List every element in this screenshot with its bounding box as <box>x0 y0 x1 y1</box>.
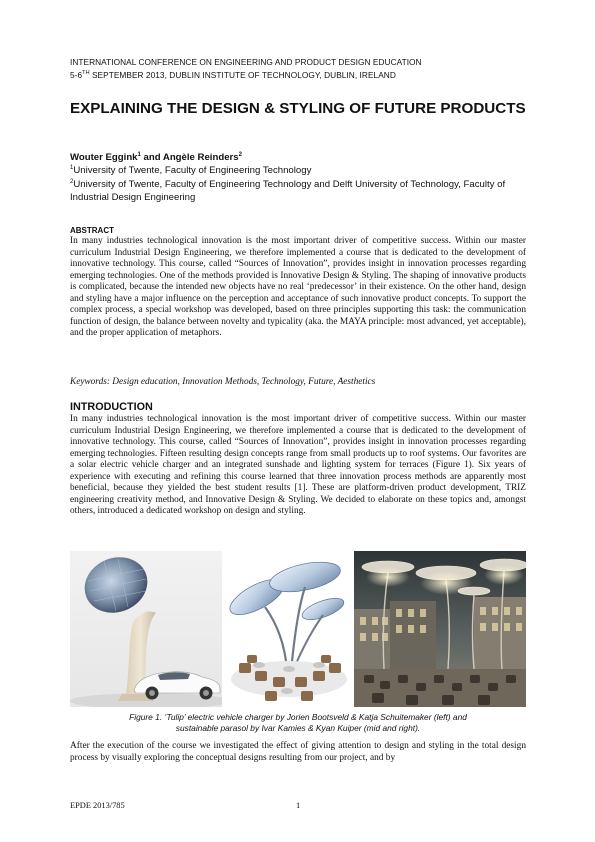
footer-page-number: 1 <box>296 801 301 810</box>
affiliation-2-text: University of Twente, Faculty of Engineering Technology and Delft University of Technology, Faculty of Industrial Design Engineering <box>70 179 506 204</box>
conference-dates <box>70 68 530 80</box>
figure-parasol-model-image <box>225 551 352 707</box>
keywords: Keywords: Design education, Innovation Methods, Technology, Future, Aesthetics <box>70 377 376 387</box>
affiliation-1 <box>70 162 540 177</box>
abstract-heading: ABSTRACT <box>70 226 114 235</box>
author-2: Angèle Reinders <box>162 152 239 164</box>
footer-paper-id: EPDE 2013/785 <box>70 801 125 810</box>
author-2-sup: 2 <box>238 152 242 158</box>
affiliation-1-text: University of Twente, Faculty of Engineering Technology <box>73 165 312 177</box>
paper-title: EXPLAINING THE DESIGN & STYLING OF FUTURE PRODUCTS <box>70 100 526 117</box>
figure-caption <box>70 712 526 734</box>
abstract-text: In many industries technological innovation is the most important driver of competitive success. Within our master curriculum Industrial Design Engineering, we therefore implemented a course that is dedicated to the development of innovative technology. This course, called “Sources of Innovation”, provides insight in innovation processes regarding emerging technologies. One of the methods provided is Innovative Design & Styling. The shaping of innovative products is complicated, because the intended new objects have no real ‘predecessor’ in their existence. On the other hand, design and styling have a major influence on the perception and acceptance of such innovative product concepts. To support the complex process, a special workshop was developed, based on three principles supporting this task: the communication function of design, the balance between novelty and typicality (aka. the MAYA principle: most advanced, yet acceptable), and the proper application of metaphors. <box>70 236 526 338</box>
introduction-text: In many industries technological innovation is the most important driver of competitive success. Within our master curriculum Industrial Design Engineering, we therefore implemented a course that is dedicated to the development of innovative technology. This course, called “Sources of Innovation”, provides insight in innovation processes regarding emerging technologies. Fifteen resulting design concepts range from small products up to roof systems. Our favorites are a solar electric vehicle charger and an integrated sunshade and lighting system for terraces (Figure 1). Six years of experience with executing and refining this course learned that three innovation process methods are apparently most beneficial, because they yielded the best student results [1]. These are platform-driven product development, TRIZ engineering creativity method, and Innovative Design & Styling. We decided to elaborate on these topics and, amongst others, introduced a dedicated workshop on design and styling. <box>70 414 526 516</box>
affiliation-2 <box>70 176 540 204</box>
introduction-heading: INTRODUCTION <box>70 401 153 413</box>
conference-header <box>70 57 530 80</box>
affiliation-2-sup: 2 <box>70 179 74 185</box>
figure-caption-line-1: Figure 1. ‘Tulip’ electric vehicle charger by Jorien Bootsveld & Katja Schuitemaker (left) and <box>129 712 467 722</box>
conference-name: INTERNATIONAL CONFERENCE ON ENGINEERING AND PRODUCT DESIGN EDUCATION <box>70 57 422 67</box>
author-conjunction: and <box>140 152 163 164</box>
dates-day: 5-6 <box>70 69 83 80</box>
author-1: Wouter Eggink <box>70 152 138 164</box>
post-figure-text: After the execution of the course we investigated the effect of giving attention to design and styling in the total design process by visually exploring the conceptual designs resulting from our project, and by <box>70 741 526 763</box>
figure-caption-line-2: sustainable parasol by Ivar Kamies & Kyan Kuiper (mid and right). <box>175 723 421 733</box>
affiliation-1-sup: 1 <box>70 165 74 171</box>
figure-parasol-night-scene-image <box>354 551 526 707</box>
author-1-sup: 1 <box>137 152 141 158</box>
dates-superscript: TH <box>82 69 90 76</box>
dates-rest: SEPTEMBER 2013, DUBLIN INSTITUTE OF TECHNOLOGY, DUBLIN, IRELAND <box>89 69 396 80</box>
figure-tulip-charger-image <box>70 551 222 707</box>
